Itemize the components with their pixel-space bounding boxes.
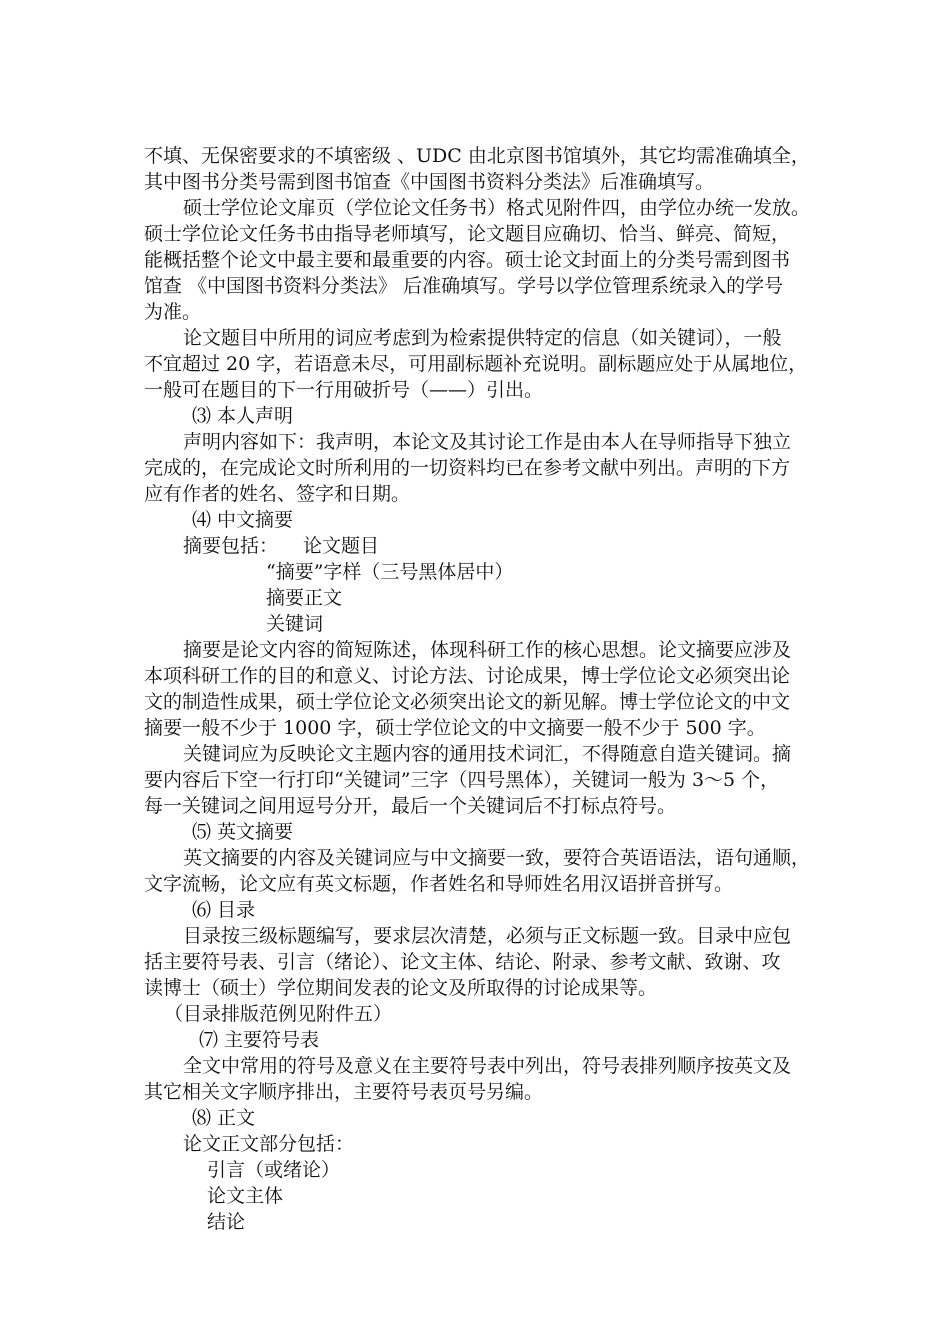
body-line: 馆查 《中国图书资料分类法》 后准确填写。学号以学位管理系统录入的学号 xyxy=(144,275,784,297)
list-item: 引言（或绪论） xyxy=(207,1159,341,1181)
body-line: 要内容后下空一行打印“关键词”三字（四号黑体），关键词一般为 3～5 个， xyxy=(144,769,780,791)
body-line: 其中图书分类号需到图书馆查《中国图书资料分类法》后准确填写。 xyxy=(144,171,715,193)
body-line: 其它相关文字顺序排出，主要符号表页号另编。 xyxy=(144,1081,544,1103)
body-line: 文字流畅，论文应有英文标题，作者姓名和导师姓名用汉语拼音拼写。 xyxy=(144,873,734,895)
body-line: 目录按三级标题编写，要求层次清楚，必须与正文标题一致。目录中应包 xyxy=(183,925,792,947)
body-line: 每一关键词之间用逗号分开，最后一个关键词后不打标点符号。 xyxy=(144,795,677,817)
section-heading: ⑶ 本人声明 xyxy=(192,405,294,427)
section-heading: ⑻ 正文 xyxy=(192,1107,256,1129)
body-line: 能概括整个论文中最主要和最重要的内容。硕士论文封面上的分类号需到图书 xyxy=(144,249,791,271)
body-line: 声明内容如下：我声明，本论文及其讨论工作是由本人在导师指导下独立 xyxy=(183,431,792,453)
body-line: 不宜超过 20 字，若语意未尽，可用副标题补充说明。副标题应处于从属地位， xyxy=(144,353,808,375)
body-line: 硕士学位论文扉页（学位论文任务书）格式见附件四，由学位办统一发放。 xyxy=(183,197,811,219)
body-line: 关键词应为反映论文主题内容的通用技术词汇，不得随意自造关键词。摘 xyxy=(183,743,792,765)
list-intro: 论文正文部分包括： xyxy=(183,1133,355,1155)
body-line: 摘要一般不少于 1000 字，硕士学位论文的中文摘要一般不少于 500 字。 xyxy=(144,717,766,739)
body-line: 括主要符号表、引言（绪论）、论文主体、结论、附录、参考文献、致谢、攻 xyxy=(144,951,781,973)
note-line: （目录排版范例见附件五） xyxy=(164,1003,393,1025)
body-line: 硕士学位论文任务书由指导老师填写，论文题目应确切、恰当、鲜亮、简短， xyxy=(144,223,791,245)
body-line: 文的制造性成果，硕士学位论文必须突出论文的新见解。博士学位论文的中文 xyxy=(144,691,791,713)
body-line: 本项科研工作的目的和意义、讨论方法、讨论成果，博士学位论文必须突出论 xyxy=(144,665,791,687)
list-item: 论文主体 xyxy=(207,1185,284,1207)
body-line: 全文中常用的符号及意义在主要符号表中列出，符号表排列顺序按英文及 xyxy=(183,1055,792,1077)
body-line: 不填、无保密要求的不填密级 、UDC 由北京图书馆填外，其它均需准确填全， xyxy=(144,145,810,167)
list-item: 论文题目 xyxy=(303,535,380,557)
body-line: 一般可在题目的下一行用破折号（——）引出。 xyxy=(144,379,544,401)
section-heading: ⑹ 目录 xyxy=(192,899,256,921)
body-line: 读博士（硕士）学位期间发表的论文及所取得的讨论成果等。 xyxy=(144,977,658,999)
body-line: 论文题目中所用的词应考虑到为检索提供特定的信息（如关键词），一般 xyxy=(183,327,782,349)
body-line: 为准。 xyxy=(144,301,202,323)
list-item: 结论 xyxy=(207,1211,246,1233)
body-line: 英文摘要的内容及关键词应与中文摘要一致，要符合英语语法，语句通顺， xyxy=(183,847,811,869)
section-heading: ⑸ 英文摘要 xyxy=(192,821,294,843)
section-heading: ⑷ 中文摘要 xyxy=(192,509,294,531)
section-heading: ⑺ 主要符号表 xyxy=(199,1029,320,1051)
list-item: 关键词 xyxy=(266,613,324,635)
list-item: 摘要正文 xyxy=(266,587,343,609)
body-line: 应有作者的姓名、签字和日期。 xyxy=(144,483,411,505)
body-line: 完成的，在完成论文时所利用的一切资料均已在参考文献中列出。声明的下方 xyxy=(144,457,791,479)
body-line: 摘要是论文内容的简短陈述，体现科研工作的核心思想。论文摘要应涉及 xyxy=(183,639,792,661)
list-intro: 摘要包括： xyxy=(183,535,279,557)
list-item: “摘要”字样（三号黑体居中） xyxy=(266,561,514,583)
